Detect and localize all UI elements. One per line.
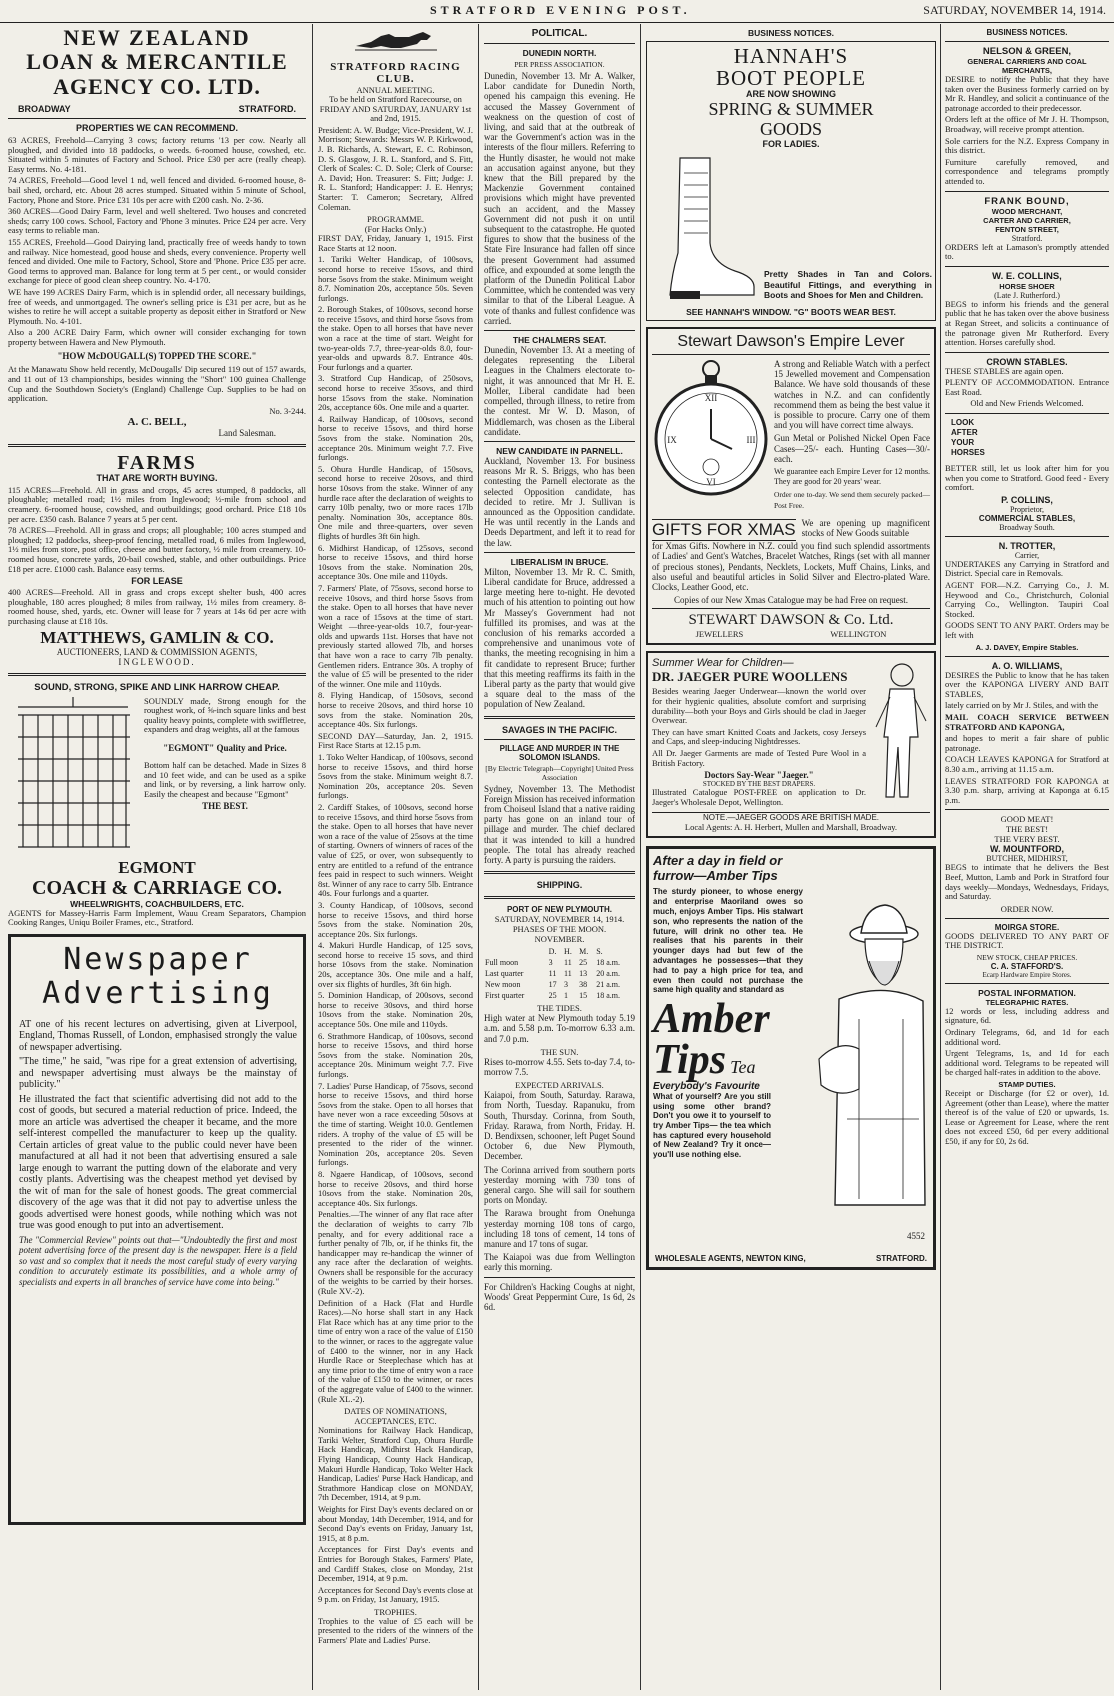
sd-gifts-text: for Xmas Gifts. Nowhere in N.Z. could you find such splendid assortments of Ladies' and Gent's Watches, Bracelet Watches, Rings (set with all manner of precious stones), Pendants, Necklets, Lockets, Muff Chains, Links, and also useful and beautiful articles in Solid Silver and Electro-plated Ware. Clocks, Leather Good, etc.: [652, 541, 930, 593]
svg-text:IX: IX: [667, 435, 677, 445]
farmer-illustration: [799, 889, 929, 1209]
nz-item: 63 ACRES, Freehold—Carrying 3 cows; factory returns '13 per cow. Nearly all ploughed, and divided into 18 paddocks, o weeds. 6-roomed house, cowshed, etc. Situated within 5 minutes of Factory and School. Price £30 per acre (really cheap). Easy terms. No. 4-181.: [8, 135, 306, 174]
savages-source: [By Electric Telegraph—Copyright] United Press Association: [485, 763, 634, 782]
moon-s: 18 a.m.: [596, 958, 621, 968]
bruce-head: LIBERALISM IN BRUCE.: [510, 556, 609, 567]
aw-text-4: and hopes to merit a fair share of public patronage.: [945, 733, 1109, 753]
pocket-watch-illustration: [652, 359, 770, 499]
harrow-best: THE BEST.: [202, 801, 248, 812]
sd-text: A strong and Reliable Watch with a perfect 15 Jewelled movement and Compensation Balance. We have sold thousands of these watches in N.Z. and can confidently recommend them as being the best value it is possible to procure. Carry one of them and you will have correct time always.: [774, 359, 930, 431]
sd-gifts-side: We are opening up magnificent stocks of New Goods suitable: [801, 517, 930, 539]
src-day-2: SECOND DAY—Saturday, Jan. 2, 1915. First Race Starts at 12.15 p.m.: [318, 730, 473, 751]
wc-subtitle: HORSE SHOER: [999, 281, 1055, 291]
src-trophies-head: TROPHIES.: [374, 1606, 417, 1617]
wm-title: W. MOUNTFORD,: [990, 844, 1064, 855]
savages-head: SAVAGES IN THE PACIFIC.: [501, 724, 617, 735]
postal-text: 12 words or less, including address and signature, 6d.: [945, 1005, 1109, 1026]
jg-text-2: They can have smart Knitted Coats and Jackets, cosy Jerseys and Caps, and sleep-inducing Nightdresses.: [652, 726, 866, 747]
chalmers-head: THE CHALMERS SEAT.: [512, 335, 607, 346]
src-day-1: FIRST DAY, Friday, January 1, 1915. First Race Starts at 12 noon.: [318, 233, 473, 253]
moon-s: 21 a.m.: [596, 980, 621, 990]
column-rule: [640, 24, 641, 1690]
arrivals-text-4: The Kaiapoi was due from Wellington early this morning.: [484, 1252, 635, 1273]
lease-text: 400 ACRES—Freehold. All in grass and crops except shelter bush, 400 acres ploughable, 180 acres ploughed; 8 miles from railway, 1½ miles from creamery. 8-roomed house, shed, yards, etc. Owner will lease for 7 years at 14s 6d per acre with purchasing clause at £18 10s.: [8, 587, 306, 626]
wc-late: (Late J. Rutherford.): [994, 290, 1060, 300]
nz-quote: At the Manawatu Show held recently, McDougalls' Dip secured 119 out of 157 awards, and 11 out of 13 championships, besides winning the "Short" 100 guinea Challenge Cup and the Southdown Society's (England) Challenge Cup. Supplies to be had on application.: [8, 364, 306, 404]
race-item: 3. Stratford Cup Handicap, of 250sovs, second horse to receive 35sovs, and third horse 15sovs from the stake. Nomination 20s, acceptance 60s. One mile and a quarter.: [318, 373, 473, 413]
jg-title: DR. JAEGER PURE WOOLLENS: [652, 669, 848, 685]
aw-text-2: lately carried on by Mr J. Stiles, and with the: [945, 700, 1099, 711]
nt-title: N. TROTTER,: [998, 540, 1056, 551]
moon-col: S.: [596, 947, 603, 957]
moon-col: M.: [579, 947, 589, 957]
news-para: The "Commercial Review" points out that—"Undoubtedly the first and most potent advertising force of the present day is the newspaper. Here is a field so vast and so complex that it needs the most careful study of every varying condition to accurately estimate its possibilities, and a whole army of specialists and experts in all branches of service have come into being.": [19, 1234, 297, 1287]
am-head-1: After a day in field or: [653, 853, 783, 869]
savages-sub: PILLAGE AND MURDER IN THE SOLOMON ISLANDS.: [499, 743, 620, 762]
farms-subtitle: THAT ARE WORTH BUYING.: [96, 472, 218, 483]
moon-h: 1: [564, 991, 569, 1001]
src-dates-2: Weights for First Day's events declared on or about Monday, 14th December, 1914, and for Second Day's events on Friday, January 1st, 1915, at 8 p.m.: [318, 1503, 473, 1543]
parnell-head: NEW CANDIDATE IN PARNELL.: [496, 445, 623, 456]
src-dates: Nominations for Railway Hack Handicap, Tariki Welter, Stratford Cup, Ohura Hurdle Hack Handicap, Midhirst Hack Handicap, Flying Handicap, County Hack Handicap, Makuri Hurdle Handicap, Toko Welter Hack Handicap, Ladies' Purse Hack Handicap, and Strathmore Handicap close on MONDAY, 7th December, 1914, at 9 p.m.: [318, 1425, 473, 1503]
woods-advert: For Children's Hacking Coughs at night, Woods' Great Peppermint Cure, 1s 6d, 2s 6d.: [484, 1281, 635, 1313]
race-item: 7. Ladies' Purse Handicap, of 75sovs, second horse to receive 15sovs, and third horse 5sovs from the stake. Open to all horses that have never won a race exceeding 50sovs at the time of starting. Weight 10.0. Gentlemen riders. A trophy of the value of £5 will be presented to the rider of the winner. Nomination 20s, acceptance 20s. Seven furlongs.: [318, 1080, 473, 1168]
nz-item: WE have 199 ACRES Dairy Farm, which is in splendid order, all necessary buildings, free of weeds, and unmortgaged. The owner's selling price is £31 per acre, but as he wishes to retire he will accept a suitable property as deposit either in Stratford or New Plymouth. No. 4-101.: [8, 286, 306, 326]
moon-m: 15: [579, 991, 588, 1001]
jaeger-advert: [646, 651, 936, 838]
news-para: AT one of his recent lectures on advertising, given at Liverpool, England, Thomas Russell, of London, emphasised strongly the value of newspaper advertising.: [19, 1018, 297, 1053]
moon-d: 25: [548, 991, 557, 1001]
stewart-dawson-advert: [646, 327, 936, 645]
nt-text-3: GOODS SENT TO ANY PART. Orders may be left with: [945, 620, 1109, 640]
moon-h: 3: [564, 980, 569, 990]
egmont-title-2: COACH & CARRIAGE CO.: [32, 876, 282, 899]
lease-head: FOR LEASE: [131, 576, 183, 587]
look-text: BETTER still, let us look after him for you when you come to Stratford. Good feed - Every comfort.: [945, 463, 1109, 493]
race-item: 8. Flying Handicap, of 150sovs, second horse to receive 20sovs, and third horse 10 sovs from the stake. Nomination 20s, acceptance 40s. Six furlongs.: [318, 690, 473, 730]
aw-text-3: MAIL COACH SERVICE BETWEEN STRATFORD AND KAPONGA,: [945, 711, 1109, 732]
egmont-agents: AGENTS for Massey-Harris Farm Implement, Wauu Cream Separators, Champion Cooking Ranges, Uniqu Boiler Frames, etc., Stratford.: [8, 907, 306, 928]
harrow-text: SOUNDLY made, Strong enough for the roughest work, of ⅝-inch square links and best quality heavy points, complete with swiffletree, expanders and drag weights, all at the famous: [144, 695, 306, 735]
sd-order: Order one to-day. We send them securely packed—Post Free.: [774, 490, 930, 510]
harrow-text-2: Bottom half can be detached. Made in Sizes 8 and 10 feet wide, and can be used as a spike and link, or by reversing, a link harrow only. Easily the cheapest and because "Egmont": [144, 759, 306, 799]
amber-tips-advert: [646, 846, 936, 1270]
mg-town: INGLEWOOD.: [118, 656, 196, 667]
ng-title: NELSON & GREEN,: [982, 46, 1072, 57]
sd-guarantee: We guarantee each Empire Lever for 12 months. They are good for 20 years' wear.: [774, 467, 930, 487]
race-item: 3. County Handicap, of 100sovs, second horse to receive 15sovs, and third horse 5sovs from the stake. Nomination 20s, acceptance 20s. Six furlongs.: [318, 899, 473, 939]
fb-sub-1: WOOD MERCHANT,: [991, 206, 1063, 216]
column-rule: [940, 24, 941, 1690]
hb-ladies: FOR LADIES.: [762, 139, 820, 149]
newspaper-advertising-box: [8, 934, 306, 1525]
column-4: [646, 26, 936, 1692]
postal-text-4: Receipt or Discharge (for £2 or over), 1d. Agreement (other than Lease), where the matter thereof is of the value of £20 or upwards, 1s. Lease or Agreement for Lease, where the rent does not exceed £50, 6d per every additional £50, if any for £0, 2s 6d.: [945, 1088, 1109, 1146]
race-item: 6. Midhirst Handicap, of 125sovs, second horse to receive 15sovs, and third horse 10sovs from the stake. Nomination 20s, acceptance 30s. One mile and 110yds.: [318, 542, 473, 582]
sd-jewellers: JEWELLERS: [695, 629, 744, 640]
postal-text-3: Urgent Telegrams, 1s, and 1d for each additional word. Telegrams to be repeated will be charged half-rates in addition to the above.: [945, 1048, 1109, 1078]
src-subtitle: ANNUAL MEETING.: [356, 85, 435, 95]
src-programme-sub: (For Hacks Only.): [364, 224, 427, 235]
am-footer: [655, 1254, 927, 1263]
column-2: [318, 26, 473, 1692]
tides-text: High water at New Plymouth today 5.19 a.m. and 5.58 p.m. To-morrow 6.33 a.m. and 7.0 p.m.: [484, 1013, 635, 1044]
moon-row: [484, 990, 635, 1001]
moon-table: [484, 946, 635, 1001]
moon-row: [484, 957, 635, 968]
shipping-head: SHIPPING.: [536, 880, 583, 891]
pc-title: P. COLLINS,: [1001, 494, 1053, 505]
fb-town: Stratford.: [1011, 233, 1043, 243]
race-item: 1. Tariki Welter Handicap, of 100sovs, second horse to receive 15sovs, and third horse 5sovs from the stake. Minimum weight 8.7. Nomination 20s, acceptance 50s. Seven furlongs.: [318, 254, 473, 303]
newspaper-title: STRATFORD EVENING POST.: [430, 3, 691, 17]
mg-title: MATTHEWS, GAMLIN & CO.: [40, 627, 274, 647]
harrow-advert: [8, 682, 306, 928]
political-head: POLITICAL.: [531, 28, 588, 39]
jg-catalogue: Illustrated Catalogue POST-FREE on application to Dr. Jaeger's Wholesale Depot, Wellington.: [652, 787, 866, 807]
jg-text: Besides wearing Jaeger Underwear—known the world over for their hygienic qualities, absolute comfort and surprising durability—both your Boys and Girls should be clad in Jaeger Overwear.: [652, 686, 866, 726]
port-date: SATURDAY, NOVEMBER 14, 1914.: [494, 914, 625, 925]
nz-title-1: NEW ZEALAND: [63, 26, 251, 50]
jg-text-3: All Dr. Jaeger Garments are made of Tested Pure Wool in a British Factory.: [652, 748, 866, 768]
dn-source: PER PRESS ASSOCIATION.: [514, 60, 605, 69]
am-number: 4552: [907, 1231, 925, 1242]
look-line: HORSES: [951, 448, 985, 458]
nz-item: Also a 200 ACRE Dairy Farm, which owner will consider exchanging for town property between Hawera and New Plymouth.: [8, 327, 306, 347]
race-item: 5. Dominion Handicap, of 200sovs, second horse to receive 30sovs, and third horse 10sovs from the stake. Nomination 20s, acceptance 50s. One mile and 110yds.: [318, 990, 473, 1030]
src-dates-3: Acceptances for First Day's events and Entries for Borough Stakes, Farmers' Plate, and Cardiff Stakes, close on Monday, 21st December, 1914, at 9 p.m.: [318, 1544, 473, 1584]
sd-head: Stewart Dawson's Empire Lever: [652, 333, 930, 355]
news-para: "The time," he said, "was ripe for a great extension of advertising, and newspaper advertising must always be the mainstay of publicity.": [19, 1056, 297, 1091]
postal-text-2: Ordinary Telegrams, 6d, and 1d for each additional word.: [945, 1027, 1109, 1047]
fb-text: ORDERS left at Lamason's promptly attended to.: [945, 241, 1109, 262]
look-line: LOOK: [951, 418, 975, 428]
race-item: 8. Ngaere Handicap, of 100sovs, second horse to receive 20sovs, and third horse 10sovs from the stake. Nomination 20s, acceptance 40s. Six furlongs.: [318, 1168, 473, 1208]
jg-agents: Local Agents: A. H. Herbert, Mullen and Marshall, Broadway.: [684, 822, 898, 833]
nz-sign-2: Land Salesman.: [218, 427, 276, 438]
racehorse-icon: [351, 28, 441, 54]
aw-text-6: LEAVES STRATFORD FOR KAPONGA at 3.30 p.m. sharp, arriving at Kaponga at 6.15 p.m.: [945, 775, 1109, 805]
look-line: AFTER: [951, 428, 978, 438]
moon-m: 13: [579, 969, 588, 979]
hb-title-1: HANNAH'S: [733, 44, 849, 68]
egmont-title-1: EGMONT: [118, 857, 196, 877]
harrow-head: SOUND, STRONG, SPIKE AND LINK HARROW CHEAP.: [34, 681, 280, 693]
egmont-subtitle: WHEELWRIGHTS, COACHBUILDERS, ETC.: [70, 898, 244, 909]
fb-title: FRANK BOUND,: [984, 195, 1070, 207]
news-title-2: Advertising: [42, 975, 274, 1011]
race-item: 4. Makuri Hurdle Handicap, of 125 sovs, second horse to receive 15 sovs, and third horse 10sovs from the stake. Nomination 20s, acceptance 30s. One mile and a half, over six flights of hurdles, 3ft 6in high.: [318, 940, 473, 989]
race-item: 5. Ohura Hurdle Handicap, of 150sovs, second horse to receive 20sovs, and third horse 10sovs from the stake. Winner of any hurdle race after the declaration of weights to carry 10lb penalty, two or more races 17lb penalty. Nomination 30s, acceptance 80s. One mile and three-quarters, over seven flights of hurdles 3ft 6in high.: [318, 463, 473, 541]
sd-name: STEWART DAWSON & Co. Ltd.: [652, 608, 930, 629]
moon-phase: First quarter: [485, 991, 525, 1001]
race-item: 2. Cardiff Stakes, of 100sovs, second horse to receive 15sovs, and third horse 5sovs from the stake. Open to all horses that have never won a race of the value of 25sovs at the time of starting. Owners of winners of races of the value of £25, or over, won subsequently to entry are entitled to a refund of the entrance fees paid in respect to such winners. Weight 8st. Winner of any race to carry 5lb. Entrance 40s. Four furlongs and a quarter.: [318, 801, 473, 899]
pc-subtitle-2: COMMERCIAL STABLES,: [978, 513, 1076, 523]
horse-logo: [318, 28, 473, 59]
cs-text: THESE STABLES are again open.: [945, 365, 1064, 376]
am-footer-right: STRATFORD.: [876, 1254, 927, 1264]
am-footer-left: WHOLESALE AGENTS, NEWTON KING,: [655, 1254, 806, 1264]
wm-head-3: THE VERY BEST.: [994, 834, 1060, 845]
hb-text: Pretty Shades in Tan and Colors. Beautiful Fittings, and everything in Boots and Shoes for Men and Children.: [764, 269, 932, 300]
wm-store: MOIRGA STORE.: [994, 922, 1060, 932]
moon-row: [484, 979, 635, 990]
wm-head: GOOD MEAT!: [1000, 814, 1054, 825]
ng-text-3: Sole carriers for the N.Z. Express Company in this district.: [945, 135, 1109, 156]
nz-title-2: LOAN & MERCANTILE: [26, 49, 288, 74]
ng-text: DESIRE to notify the Public that they have taken over the Business formerly carried on by Mr R. Handley, and solicit a continuance of the patronage accorded to their predecessor.: [945, 74, 1109, 113]
sun-text: Rises to-morrow 4.55. Sets to-day 7.4, to-morrow 7.5.: [484, 1056, 635, 1078]
parnell-text: Auckland, November 13. For business reasons Mr R. S. Briggs, who has been contesting the Parnell electorate as the selected Opposition candidate, has decided to retire. Mr J. Sullivan is announced as the Opposition candidate. He was until recently in the Lands and Deeds Department, and left it to read for the law.: [484, 455, 635, 548]
hb-spring: SPRING & SUMMER: [708, 99, 874, 119]
fb-sub-3: FENTON STREET,: [995, 224, 1059, 234]
moon-d: 17: [548, 980, 557, 990]
moon-h: 11: [564, 969, 572, 979]
am-brand-2: Tips: [653, 1037, 727, 1084]
am-text: The sturdy pioneer, to whose energy and enterprise Maoriland owes so much, enjoys Amber Tips. His stalwart son, who represents the nation of the future, will drink no other tea. He realises that his parents in their younger days had but few of the advantages he possesses—that they had to pay a high price for tea, and even then could not purchase the same high quality and standard as: [653, 887, 803, 995]
race-item: 7. Farmers' Plate, of 75sovs, second horse to receive 10sovs, and third horse 5sovs from the stake. Open to all horses that have never won a race of 15sovs at the time of start. Weight —three-year-olds 10.7, four-year-olds and upwards 11st. Horses that have not previously started allowed 7lb, and horses that have won a race to carry 7lb penalty. Gentlemen riders. Entrance 30s. A trophy of the value of £5 will be presented to the rider of the winner. One mile and 110yds.: [318, 582, 473, 689]
wc-text: BEGS to inform his friends and the general public that he has taken over the above business at Regan Street, and solicits a continuance of the patronage given Mr Rutherford. Every attention. Horses carefully shod.: [945, 298, 1109, 348]
harrow-illustration: [8, 697, 138, 857]
jg-doctors: Doctors Say-Wear "Jaeger.": [704, 770, 814, 781]
pc-subtitle: Proprietor,: [1009, 504, 1045, 514]
column-5: [945, 26, 1109, 1692]
savages-text: Sydney, November 13. The Methodist Foreign Mission has received information from Choiseul Island that a native raiding party has gone on an inland tour of pillage and murder. The chief declared that it was intended to kill a hundred people. The total has already reached forty. A party is pursuing the raiders.: [484, 783, 635, 865]
ng-subtitle: GENERAL CARRIERS AND COAL MERCHANTS,: [967, 57, 1087, 75]
column-rule: [312, 24, 313, 1690]
chalmers-text: Dunedin, November 13. At a meeting of delegates representing the Liberal Leagues in the Chalmers electorate to-night, it was announced that Mr H. E. Moller, Liberal candidate had been compelled, through illness, to retire from the contest. Mr W. D. Mason, of Middlemarch, was chosen as the Liberal candidate.: [484, 345, 635, 437]
fb-sub-2: CARTER AND CARRIER,: [983, 215, 1071, 225]
sd-town: WELLINGTON: [830, 629, 887, 640]
moon-row: [484, 968, 635, 979]
nz-sign: A. C. BELL,: [127, 415, 187, 428]
nz-loan-advert: [8, 26, 306, 438]
nt-sign: A. J. DAVEY, Empire Stables.: [975, 642, 1079, 652]
race-item: 2. Borough Stakes, of 100sovs, second horse to receive 15sovs, and third horse 5sovs from the stake. Open to all horses that have never won a race at the time of start. Weight for two-year-olds 7.7, three-year-olds 8.0, four-year-olds and upwards 8.7. Entrance 40s. Four furlongs and a quarter.: [318, 304, 473, 372]
src-rules-2: Definition of a Hack (Flat and Hurdle Races).—No horse shall start in any Hack Flat Race which has at any time prior to the time of entry won a race of the value of £150 to the winner, or races to the aggregate value of £400 to the winner, nor in any Hack Hurdle Race or Steeplechase which has at any time prior to the time of entry won a race of the value of £150 to the winner, or races of the aggregate value of £400 to the winner. (Rule XL.-2).: [318, 1297, 473, 1404]
wm-text: BEGS to intimate that he delivers the Best Beef, Mutton, Lamb and Pork in Stratford four days weekly—Mondays, Wednesdays, Fridays, and Saturday.: [945, 862, 1109, 902]
nz-item: 155 ACRES, Freehold—Good Dairying land, practically free of weeds handy to town and railway. Nice homestead, good house and sheds, every convenience. Property well fenced and divided. One mile to Factory, School, Store and 'Phone. Price £35 per acre. Good terms to approved man. Balance for long term at 5 per cent., or would consider exchange for piece of good clean sheep country. No. 4-170.: [8, 236, 306, 286]
harrow-egmont: "EGMONT" Quality and Price.: [163, 742, 287, 753]
cs-text-3: Old and New Friends Welcomed.: [970, 398, 1084, 409]
farms-title: FARMS: [117, 451, 197, 474]
dn-text: Dunedin, November 13. Mr A. Walker, Labor candidate for Dunedin North, opened his campaign this evening. He accused the Massey Government of weakness on the question of cost of living, and said that at the outbreak of war the Government's action was in the interests of the flour millers. Referring to the Huntly disaster, he would not make an accusation against anyone, but they knew that the Bill prepared by the Mackenzie Government contained provisions which might have prevented such an accident, and the Massey Government did not push it on until subsequent to the catastrophe. He quoted figures to show that the business of the State Fire Insurance had fallen off since the present Government had assumed office, and expounded at some length the platform of the Dunedin Political Labor Committee, which he contended was very similar to that of the Liberal League. A vote of thanks and fullest confidence was carried.: [484, 71, 635, 326]
hb-goods: GOODS: [759, 119, 822, 139]
boot-illustration: [650, 153, 760, 303]
business-notices-head-2: BUSINESS NOTICES.: [986, 28, 1068, 37]
nz-number: No. 3-244.: [269, 405, 306, 416]
src-intro: To be held on Stratford Racecourse, on FRIDAY AND SATURDAY, JANUARY 1st and 2nd, 1915.: [319, 94, 472, 124]
moon-col: D.: [548, 947, 557, 957]
arrivals-text-3: The Rarawa brought from Onehunga yesterday morning 108 tons of cargo, including 18 tons of cement, 14 tons of manure and 17 tons of sugar.: [484, 1208, 635, 1250]
postal-subtitle: TELEGRAPHIC RATES.: [985, 997, 1069, 1007]
src-programme: PROGRAMME.: [367, 214, 424, 225]
wm-sign-2: Ecarp Hardware Empire Stores.: [982, 970, 1072, 979]
column-3: [484, 26, 635, 1692]
dn-head: DUNEDIN NORTH.: [522, 48, 597, 58]
moon-head: PHASES OF THE MOON.: [512, 924, 607, 935]
moon-month: NOVEMBER.: [534, 934, 585, 945]
cs-text-2: PLENTY OF ACCOMMODATION. Entrance East Road.: [945, 377, 1109, 397]
mg-subtitle: AUCTIONEERS, LAND & COMMISSION AGENTS,: [56, 646, 258, 657]
race-item: 4. Railway Handicap, of 100sovs, second horse to receive 15sovs, and third horse 5sovs from the stake. Nomination 20s, acceptance 20s. Minimum weight 7.7. Five furlongs.: [318, 413, 473, 463]
arrivals-text-2: The Corinna arrived from southern ports yesterday morning with 730 tons of general cargo. She will sail for southern ports on Monday.: [484, 1164, 635, 1206]
moon-m: 25: [579, 958, 588, 968]
aw-title: A. O. WILLIAMS,: [991, 660, 1063, 671]
src-officials: President: A. W. Budge; Vice-President, W. J. Morrison; Stewards: Messrs W. P. Kirkwood, J. B. Richards, A. Stewart, E. C. Robinson, D. S. Glasgow, J. R. L. Stanford, and S. Fitt, Clerk of Scales: C. D. Sole; Clerk of Course: A. David; Hon. Treasurer: S. Fitt; Judge: J. R. L. Stanford; Handicapper: J. E. Henrys; Starter: T. Cameron; Secretary, Alfred Coleman.: [318, 124, 473, 212]
nz-subtitle: PROPERTIES WE CAN RECOMMEND.: [75, 123, 238, 133]
svg-text:III: III: [746, 435, 756, 445]
sun-head: THE SUN.: [540, 1046, 579, 1057]
column-rule: [478, 24, 479, 1690]
am-tea: Tea: [730, 1057, 756, 1078]
moon-s: 20 a.m.: [596, 969, 621, 979]
nt-text: UNDERTAKES any Carrying in Stratford and District. Special care in Removals.: [945, 558, 1109, 579]
wm-head-2: THE BEST!: [1005, 824, 1049, 835]
hb-now: ARE NOW SHOWING: [746, 89, 836, 99]
arrivals-text: Kaiapoi, from South, Saturday. Rarawa, from North, Tuesday. Rapanuku, from South, Thursday. Corinna, from South, Friday. Rarawa, from North, Friday. H. D. Bendixsen, schooner, left Puget Sound October 6, due New Plymouth, December.: [484, 1090, 635, 1162]
wm-subtitle: BUTCHER, MIDHIRST,: [986, 854, 1068, 864]
src-dates-4: Acceptances for Second Day's events close at 9 p.m. on Friday, 1st January, 1915.: [318, 1584, 473, 1605]
sd-gifts: GIFTS FOR XMAS: [652, 519, 796, 539]
jg-note: NOTE.—JAEGER GOODS ARE BRITISH MADE.: [652, 812, 930, 822]
nz-quote-head: "HOW McDOUGALL(S) TOPPED THE SCORE.": [57, 351, 257, 362]
moon-col: H.: [564, 947, 572, 957]
moon-phase: Last quarter: [485, 969, 524, 979]
moon-phase: New moon: [485, 980, 521, 990]
race-item: 1. Toko Welter Handicap, of 100sovs, second horse to receive 15sovs, and third horse 5sovs from the stake. Minimum weight 8.7. Nomination 20s, acceptance 20s. Seven furlongs.: [318, 752, 473, 801]
column-1: [8, 26, 306, 1692]
nt-subtitle: Carrier,: [1014, 550, 1040, 560]
tides-head: THE TIDES.: [537, 1003, 582, 1014]
jg-stock: STOCKED BY THE BEST DRAPERS.: [702, 780, 816, 789]
src-dates-head: DATES OF NOMINATIONS, ACCEPTANCES, ETC.: [344, 1406, 447, 1427]
nz-title-3: AGENCY CO. LTD.: [53, 74, 261, 99]
am-favourite: Everybody's Favourite: [653, 1081, 760, 1093]
wm-goods: GOODS DELIVERED TO ANY PART OF THE DISTRICT.: [945, 930, 1109, 951]
pc-address: Broadway South.: [999, 522, 1055, 532]
bruce-text: Milton, November 13. Mr R. C. Smith, Liberal candidate for Bruce, addressed a large meeting here to-night. He devoted much of his attention to pointing out how Mr Massey's Government had not fulfilled its promises, and was at the conclusion of his remarks accorded a comprehensive and unanimous vote of thanks, the meeting recognising in him a fit candidate to represent Bruce; further that this meeting reaffirms its faith in the Liberal party as the party that would give a square deal to the mass of the population of New Zealand.: [484, 566, 635, 710]
ng-text-4: Furniture carefully removed, and correspondence and telegrams promptly attended to.: [945, 156, 1109, 186]
hannahs-advert: [646, 41, 936, 321]
race-item: 6. Strathmore Handicap, of 100sovs, second horse to receive 15sovs, and third horse 5sovs from the stake. Nomination 20s, acceptance 20s. Minimum weight 7.7. Five furlongs.: [318, 1030, 473, 1079]
postal-head: POSTAL INFORMATION.: [978, 987, 1076, 998]
aw-text: DESIRES the Public to know that he has taken over the KAPONGA LIVERY AND BAIT STABLES,: [945, 669, 1109, 699]
sd-copies: Copies of our New Xmas Catalogue may be had Free on request.: [674, 595, 908, 606]
moon-phase: Full moon: [485, 958, 519, 968]
moon-h: 11: [564, 958, 572, 968]
src-rules: Penalties.—The winner of any flat race after the declaration of weights to carry 7lb penalty, and for every additional race a further penalty of 7lb, or, if he thinks fit, the handicapper may re-handicap the winner of any race after the declaration of weights. Owners shall be responsible for the accuracy of the weights to be carried by their horses. (Rule XV.-2).: [318, 1209, 473, 1297]
news-title-1: Newspaper: [63, 941, 253, 977]
jg-summer: Summer Wear for Children—: [652, 657, 794, 670]
moon-d: 11: [548, 969, 557, 979]
child-figure-illustration: [870, 657, 930, 807]
moon-s: 18 a.m.: [596, 991, 621, 1001]
page-header: [0, 0, 1114, 23]
ng-text-2: Orders left at the office of Mr J. H. Thompson, Broadway, will receive prompt attention.: [945, 114, 1109, 134]
am-head-2: furrow—Amber Tips: [653, 868, 778, 884]
postal-stamp: STAMP DUTIES.: [998, 1080, 1056, 1090]
cs-title: CROWN STABLES.: [986, 356, 1068, 367]
farm-item: 78 ACRES—Freehold. All in grass and crops; all ploughable; 100 acres stumped and ploughed; 12 paddocks, sheep-proof fencing, metalled road, 6 miles from Inglewood, 1½ miles from store, post office, cheese and butter factory, ½ mile from creamery. 10-roomed house, concrete yards, 20-bail cowshed, stable, and other outbuildings. Price £18 per acre. £1000 cash. Balance easy terms.: [8, 525, 306, 574]
wc-title: W. E. COLLINS,: [992, 270, 1062, 282]
wm-new: NEW STOCK, CHEAP PRICES.: [976, 952, 1078, 962]
wm-order: ORDER NOW.: [1000, 903, 1054, 914]
src-trophies: Trophies to the value of £5 each will be presented to the riders of the winners of the Farmers' Plate and Ladies' Purse.: [318, 1615, 473, 1646]
svg-text:XII: XII: [704, 393, 718, 403]
am-what: What of yourself? Are you still using some other brand? Don't you owe it to yourself to try Amber Tips— the tea which has captured every household of New Zealand? Try it once—you'll use nothing else.: [653, 1092, 771, 1159]
am-brand-1: Amber: [653, 996, 770, 1043]
svg-text:VI: VI: [706, 477, 716, 487]
moon-d: 3: [548, 958, 553, 968]
hb-window: SEE HANNAH'S WINDOW. "G" BOOTS WEAR BEST.: [686, 307, 896, 317]
nz-item: 360 ACRES—Good Dairy Farm, level and well sheltered. Two houses and concreted sheds; carry 100 cows. School, Factory and 'Phone 3 minutes. Price £24 per acre. Very easy terms to reliable man.: [8, 206, 306, 236]
port-head: PORT OF NEW PLYMOUTH.: [506, 905, 613, 915]
src-title: STRATFORD RACING CLUB.: [330, 61, 461, 85]
nz-address-right: STRATFORD.: [238, 104, 296, 114]
farm-item: 115 ACRES—Freehold. All in grass and crops, 45 acres stumped, 8 paddocks, all ploughable; metalled road; 1½ miles from Inglewood; ½-mile from school and creamery. 6-roomed house, cowshed, and outbuildings; good orchard. Price £18 10s per acre. £350 cash. Balance 7 years at 5 per cent.: [8, 484, 306, 524]
nt-text-2: AGENT FOR—N.Z. Carrying Co., J. M. Heywood and Co., Christchurch, Colonial Carrying Co., Wellington. Taupiri Coal Stocked.: [945, 580, 1109, 619]
business-notices-head: BUSINESS NOTICES.: [748, 28, 834, 38]
nz-item: 74 ACRES, Freehold—Good level 1 nd, well fenced and divided. 6-roomed house, 8-bail shed, orchard, etc. About 28 acres stumped. Situated within 5 minute of School, Factory, Phone and Store. Price £31 10s per acre with £200 cash. No. 2-36.: [8, 175, 306, 205]
hb-title-2: BOOT PEOPLE: [715, 66, 867, 90]
arrivals-head: EXPECTED ARRIVALS.: [515, 1080, 604, 1091]
sd-price: Gun Metal or Polished Nickel Open Face Cases—25/- each. Hunting Cases—30/- each.: [774, 433, 930, 464]
farms-advert: [8, 453, 306, 667]
wm-sign: C. A. STAFFORD'S.: [990, 961, 1064, 971]
nz-address-left: BROADWAY: [18, 104, 71, 114]
moon-m: 38: [579, 980, 588, 990]
news-para: He illustrated the fact that scientific advertising did not add to the cost of goods, but secured a material reduction of price. Indeed, the more an article was advertised the cheaper it became, and the more self-interest compelled the manufacturer to keep up the quality. Certain articles of great value to the public could never have been manufactured at all had it not been that advertising ensured a sale large enough to warrant the putting down of the elaborate and very costly plants. Advertising was the cheapest method yet devised by the wit of man for the sale of honest goods. The great commercial discovery of the age was that it did not pay to advertise unless the goods advertised were honest goods, while nothing which was not true was good enough to put into an advertisement.: [19, 1093, 297, 1232]
look-box: [951, 418, 995, 458]
look-line: YOUR: [951, 438, 975, 448]
issue-date: SATURDAY, NOVEMBER 14, 1914.: [923, 3, 1106, 17]
aw-text-5: COACH LEAVES KAPONGA for Stratford at 8.30 a.m., arriving at 11.15 a.m.: [945, 754, 1109, 774]
